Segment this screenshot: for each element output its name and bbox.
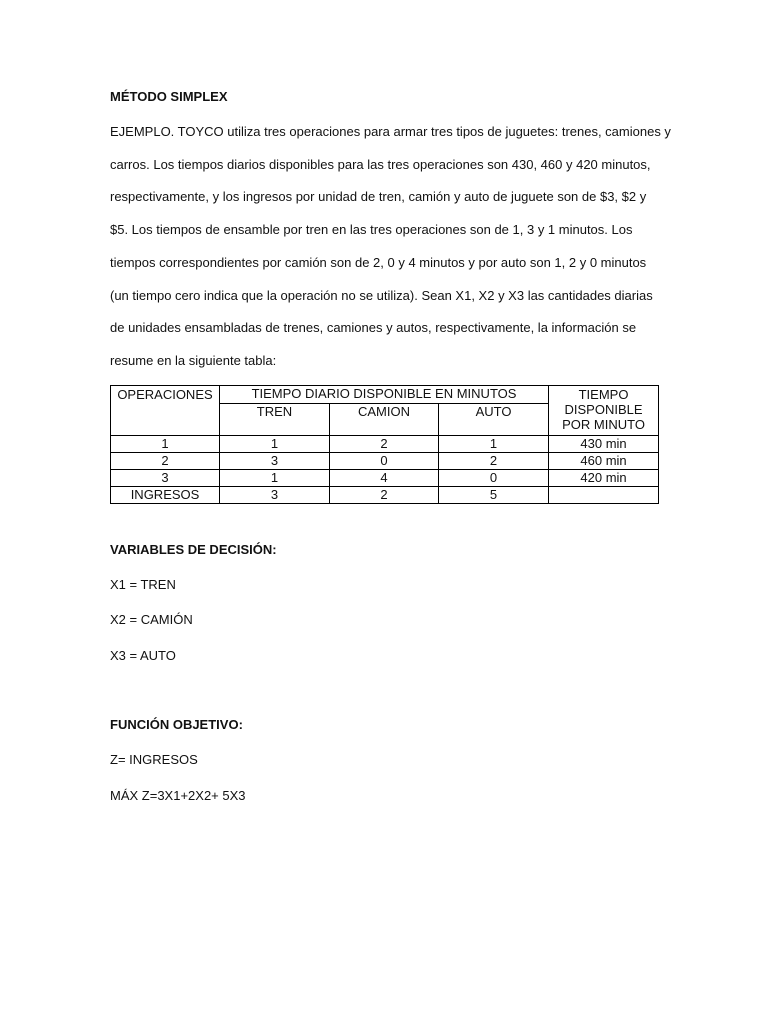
table-row [111,436,659,453]
variables-heading: VARIABLES DE DECISIÓN: [110,542,277,557]
table-row [111,453,659,470]
paragraph-line: resume en la siguiente tabla: [110,353,277,368]
cell-tren: 3 [220,487,330,504]
paragraph-line: (un tiempo cero indica que la operación no se utiliza). Sean X1, X2 y X3 las cantidades diarias [110,288,653,303]
cell-camion: 4 [330,470,439,487]
cell-disponible [549,487,659,504]
cell-operacion: INGRESOS [111,487,220,504]
data-table [110,385,659,504]
header-tiempo-disponible-text: TIEMPO DISPONIBLE POR MINUTO [562,387,645,432]
header-camion: CAMION [330,404,439,436]
header-operaciones: OPERACIONES [111,386,220,436]
paragraph-line: EJEMPLO. TOYCO utiliza tres operaciones para armar tres tipos de juguetes: trenes, camiones y [110,124,671,139]
table-row [111,470,659,487]
cell-tren: 1 [220,436,330,453]
cell-camion: 2 [330,487,439,504]
table-row [111,487,659,504]
paragraph-line: carros. Los tiempos diarios disponibles para las tres operaciones son 430, 460 y 420 minutos, [110,157,651,172]
document-title: MÉTODO SIMPLEX [110,89,228,104]
paragraph-line: respectivamente, y los ingresos por unidad de tren, camión y auto de juguete son de $3, $2 y [110,189,647,204]
cell-operacion: 2 [111,453,220,470]
header-tiempo-diario: TIEMPO DIARIO DISPONIBLE EN MINUTOS [220,386,549,404]
paragraph-line: tiempos correspondientes por camión son de 2, 0 y 4 minutos y por auto son 1, 2 y 0 minutos [110,255,647,270]
cell-auto: 1 [439,436,549,453]
cell-camion: 2 [330,436,439,453]
header-tiempo-disponible [549,386,659,436]
variable-x1: X1 = TREN [110,577,176,592]
objetivo-z: Z= INGRESOS [110,752,198,767]
header-auto: AUTO [439,404,549,436]
cell-operacion: 3 [111,470,220,487]
header-tren: TREN [220,404,330,436]
cell-disponible: 420 min [549,470,659,487]
cell-auto: 0 [439,470,549,487]
cell-auto: 5 [439,487,549,504]
objetivo-max: MÁX Z=3X1+2X2+ 5X3 [110,788,246,803]
cell-camion: 0 [330,453,439,470]
paragraph-line: de unidades ensambladas de trenes, camiones y autos, respectivamente, la información se [110,320,637,335]
cell-auto: 2 [439,453,549,470]
cell-tren: 1 [220,470,330,487]
cell-tren: 3 [220,453,330,470]
paragraph-line: $5. Los tiempos de ensamble por tren en las tres operaciones son de 1, 3 y 1 minutos. Los [110,222,633,237]
objetivo-heading: FUNCIÓN OBJETIVO: [110,717,243,732]
variable-x2: X2 = CAMIÓN [110,612,193,627]
cell-operacion: 1 [111,436,220,453]
cell-disponible: 430 min [549,436,659,453]
variable-x3: X3 = AUTO [110,648,176,663]
cell-disponible: 460 min [549,453,659,470]
